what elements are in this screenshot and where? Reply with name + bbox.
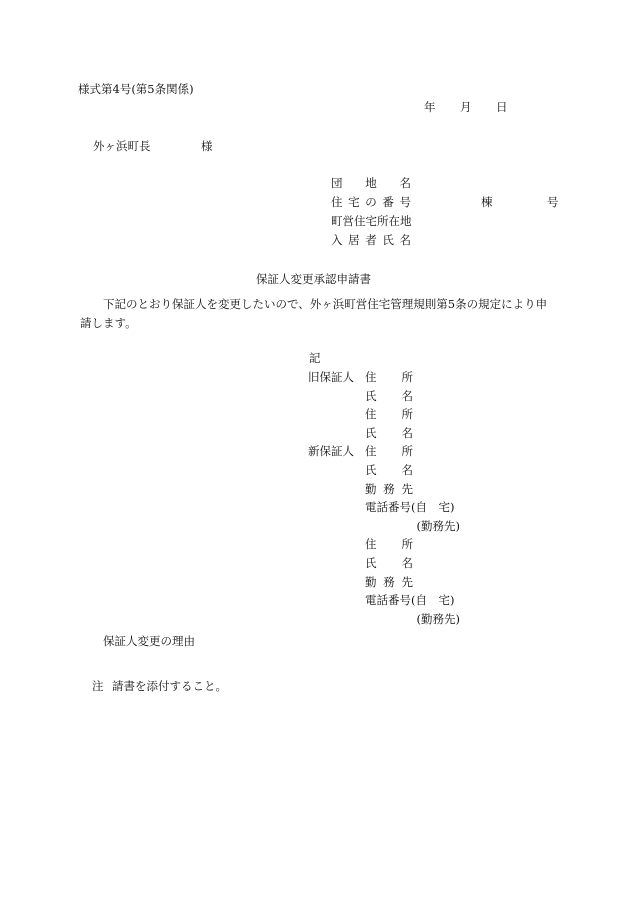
note — [92, 679, 227, 693]
old-guarantor-name-2: 氏名 — [365, 425, 413, 440]
body-text: 下記のとおり保証人を変更したいので、外ヶ浜町営住宅管理規則第5条の規定により申請します。 — [80, 297, 548, 330]
new-guarantor-workplace: 勤務先 — [365, 481, 413, 496]
second-guarantor-row — [308, 537, 460, 556]
new-guarantor-phone-work: (勤務先) — [416, 518, 460, 533]
new-guarantor-name: 氏名 — [365, 462, 413, 477]
new-guarantor-row — [308, 500, 460, 519]
second-guarantor-phone-home: 電話番号(自 宅) — [365, 593, 455, 608]
applicant-label-tenant-name: 入居者氏名 — [331, 233, 411, 247]
applicant-block — [331, 176, 559, 252]
applicant-row — [331, 176, 559, 195]
document-title: 保証人変更承認申請書 — [256, 272, 371, 286]
old-guarantor-row — [308, 389, 460, 408]
applicant-row — [331, 214, 559, 233]
building-unit: 棟 — [481, 195, 493, 209]
note-marker: 注 — [92, 679, 104, 693]
applicant-row — [331, 195, 559, 214]
applicant-label-address: 町営住宅所在地 — [331, 214, 412, 228]
new-guarantor-row — [308, 463, 460, 482]
addressee-honorific: 様 — [201, 139, 213, 153]
number-unit: 号 — [547, 195, 559, 209]
second-guarantor-address: 住所 — [365, 537, 413, 552]
record-mark: 記 — [309, 351, 321, 365]
date-month: 月 — [460, 100, 472, 114]
second-guarantor-name: 氏名 — [365, 555, 413, 570]
old-guarantor-row — [308, 370, 460, 389]
old-guarantor-name: 氏名 — [365, 388, 413, 403]
new-guarantor-phone-home: 電話番号(自 宅) — [365, 500, 455, 515]
old-guarantor-address-2: 住所 — [365, 407, 413, 422]
new-guarantor-label: 新保証人 — [308, 444, 354, 459]
date-day: 日 — [496, 100, 508, 114]
applicant-label-house-number: 住宅の番号 — [331, 195, 411, 209]
new-guarantor-row — [308, 519, 460, 538]
note-text: 請書を添付すること。 — [112, 679, 227, 693]
guarantor-section — [308, 370, 460, 630]
date-year: 年 — [424, 100, 436, 114]
second-guarantor-row — [308, 556, 460, 575]
new-guarantor-row — [308, 444, 460, 463]
second-guarantor-phone-work: (勤務先) — [416, 611, 460, 626]
reason-label: 保証人変更の理由 — [103, 634, 195, 648]
applicant-row — [331, 233, 559, 252]
second-guarantor-row — [308, 593, 460, 612]
form-number: 様式第4号(第5条関係) — [78, 82, 194, 96]
addressee-name: 外ヶ浜町長 — [93, 139, 151, 153]
second-guarantor-workplace: 勤務先 — [365, 574, 413, 589]
applicant-label-estate: 団地名 — [331, 176, 411, 190]
second-guarantor-row — [308, 612, 460, 631]
old-guarantor-address: 住所 — [365, 370, 413, 384]
old-guarantor-row — [308, 426, 460, 445]
old-guarantor-label: 旧保証人 — [308, 370, 354, 384]
date-line — [424, 100, 508, 114]
new-guarantor-address: 住所 — [365, 444, 413, 459]
new-guarantor-row — [308, 482, 460, 501]
second-guarantor-row — [308, 575, 460, 594]
old-guarantor-row — [308, 407, 460, 426]
addressee — [93, 139, 213, 153]
